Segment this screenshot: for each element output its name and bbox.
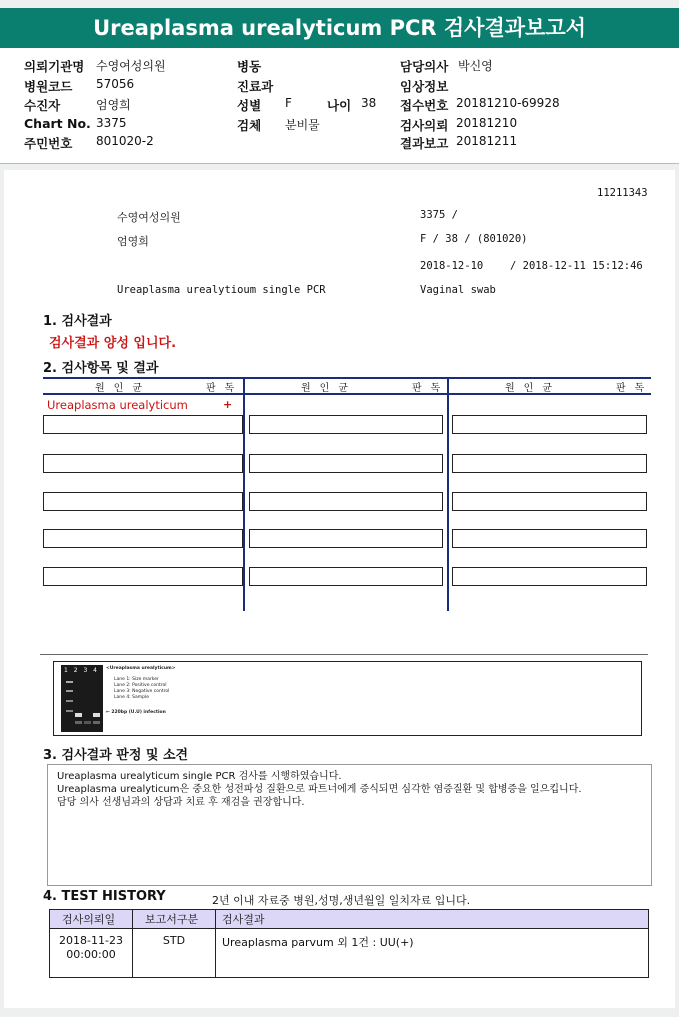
report-clinic: 수영여성의원: [117, 211, 181, 224]
result-cell: [43, 492, 243, 511]
result-cell: [43, 415, 243, 434]
result-cell: [43, 454, 243, 473]
gel-band-note: ← 220bp (U.U) infection: [106, 710, 166, 715]
gel-electrophoresis-image: [53, 661, 642, 736]
doctor-label: 담당의사: [400, 59, 449, 74]
gel-lane-note: Lane 2: Positive control: [114, 683, 167, 688]
doctor-value: 박신영: [458, 59, 493, 73]
history-table: [49, 909, 649, 978]
report-chart: 3375 /: [420, 209, 458, 221]
gel-lane-note: Lane 4: Sample: [114, 695, 149, 700]
col-pathogen-1: 원인균: [95, 383, 151, 394]
section2-heading: 2. 검사항목 및 결과: [43, 361, 159, 376]
report-number: 11211343: [597, 187, 648, 199]
report-title: Ureaplasma urealyticum PCR 검사결과보고서: [0, 8, 679, 48]
history-time: 00:00:00: [66, 948, 116, 961]
col-judgement-1: 판독: [206, 383, 244, 394]
section1-heading: 1. 검사결과: [43, 314, 112, 329]
chart-label: Chart No.: [24, 116, 91, 131]
sex-label: 성별: [237, 98, 262, 113]
patient-label: 수진자: [24, 98, 61, 113]
history-result: Ureaplasma parvum 외 1건 : UU(+): [216, 929, 649, 978]
col-pathogen-3: 원인균: [505, 383, 561, 394]
gel-title: <Ureaplasma urealyticum>: [106, 666, 176, 671]
patient-value: 엄영희: [96, 98, 131, 112]
result-cell: [43, 567, 243, 586]
gel-photo: [61, 665, 103, 732]
patient-header: [0, 48, 679, 164]
specimen-value: 분비물: [285, 118, 320, 132]
age-value: 38: [361, 96, 377, 110]
result-cell: [452, 454, 647, 473]
age-label: 나이: [327, 98, 352, 113]
institution-label: 의뢰기관명: [24, 59, 85, 74]
result-cell: [249, 454, 443, 473]
hospital-code-value: 57056: [96, 77, 135, 91]
col-judgement-2: 판독: [412, 383, 450, 394]
result-cell: [249, 567, 443, 586]
result-cell: [452, 529, 647, 548]
result-cell: [452, 492, 647, 511]
gel-lane-note: Lane 3: Negative control: [114, 689, 170, 694]
history-type: STD: [133, 929, 216, 978]
result-table: [43, 377, 654, 611]
gel-lanes: 1 2 3 4: [64, 667, 99, 674]
result-cell: [452, 415, 647, 434]
report-patient: 엄영희: [117, 235, 149, 248]
opinion-line: 담당 의사 선생님과의 상담과 치료 후 재검을 권장합니다.: [57, 797, 305, 808]
report-date-to: / 2018-12-11 15:12:46: [510, 260, 643, 272]
hospital-code-label: 병원코드: [24, 79, 73, 94]
opinion-box: [47, 764, 652, 886]
history-date: 2018-11-23: [59, 934, 123, 947]
result-cell: [249, 492, 443, 511]
opinion-line: Ureaplasma urealyticum single PCR 검사를 시행하였습니다.: [57, 771, 342, 782]
ward-label: 병동: [237, 59, 262, 74]
request-label: 검사의뢰: [400, 118, 449, 133]
organism-name: Ureaplasma urealyticum: [47, 398, 188, 412]
history-col-date: 검사의뢰일: [50, 910, 133, 929]
receipt-value: 20181210-69928: [456, 96, 560, 110]
section4-heading: 4. TEST HISTORY: [43, 889, 166, 904]
report-label: 결과보고: [400, 136, 449, 151]
section3-heading: 3. 검사결과 판정 및 소견: [43, 748, 189, 763]
col-judgement-3: 판독: [616, 383, 654, 394]
sex-value: F: [285, 96, 292, 110]
table-row: [50, 929, 649, 978]
result-cell: [249, 415, 443, 434]
result-cell: [452, 567, 647, 586]
clinical-label: 임상정보: [400, 79, 449, 94]
dept-label: 진료과: [237, 79, 274, 94]
divider: [40, 654, 648, 655]
result-cell: [43, 529, 243, 548]
report-paper: [4, 170, 675, 1008]
chart-value: 3375: [96, 116, 127, 130]
report-specimen: Vaginal swab: [420, 284, 496, 296]
report-value: 20181211: [456, 134, 518, 148]
institution-value: 수영여성의원: [96, 59, 166, 73]
report-sex-age: F / 38 / (801020): [420, 233, 528, 245]
col-pathogen-2: 원인균: [301, 383, 357, 394]
history-date-cell: [50, 929, 133, 978]
organism-result: +: [223, 398, 233, 411]
request-value: 20181210: [456, 116, 518, 130]
result-cell: [249, 529, 443, 548]
specimen-label: 검체: [237, 118, 262, 133]
history-col-type: 보고서구분: [133, 910, 216, 929]
receipt-label: 접수번호: [400, 98, 449, 113]
result-positive: 검사결과 양성 입니다.: [49, 336, 177, 351]
opinion-line: Ureaplasma urealyticum은 중요한 성전파성 질환으로 파트너에게 증식되면 심각한 염증질환 및 합병증을 일으킵니다.: [57, 784, 582, 795]
report-date-from: 2018-12-10: [420, 260, 484, 272]
history-note: 2년 이내 자료중 병원,성명,생년월일 일치자료 입니다.: [212, 894, 471, 907]
history-col-result: 검사결과: [216, 910, 649, 929]
report-test-name: Ureaplasma urealytioum single PCR: [117, 284, 326, 296]
gel-lane-note: Lane 1: Size marker: [114, 677, 159, 682]
id-label: 주민번호: [24, 136, 73, 151]
id-value: 801020-2: [96, 134, 154, 148]
